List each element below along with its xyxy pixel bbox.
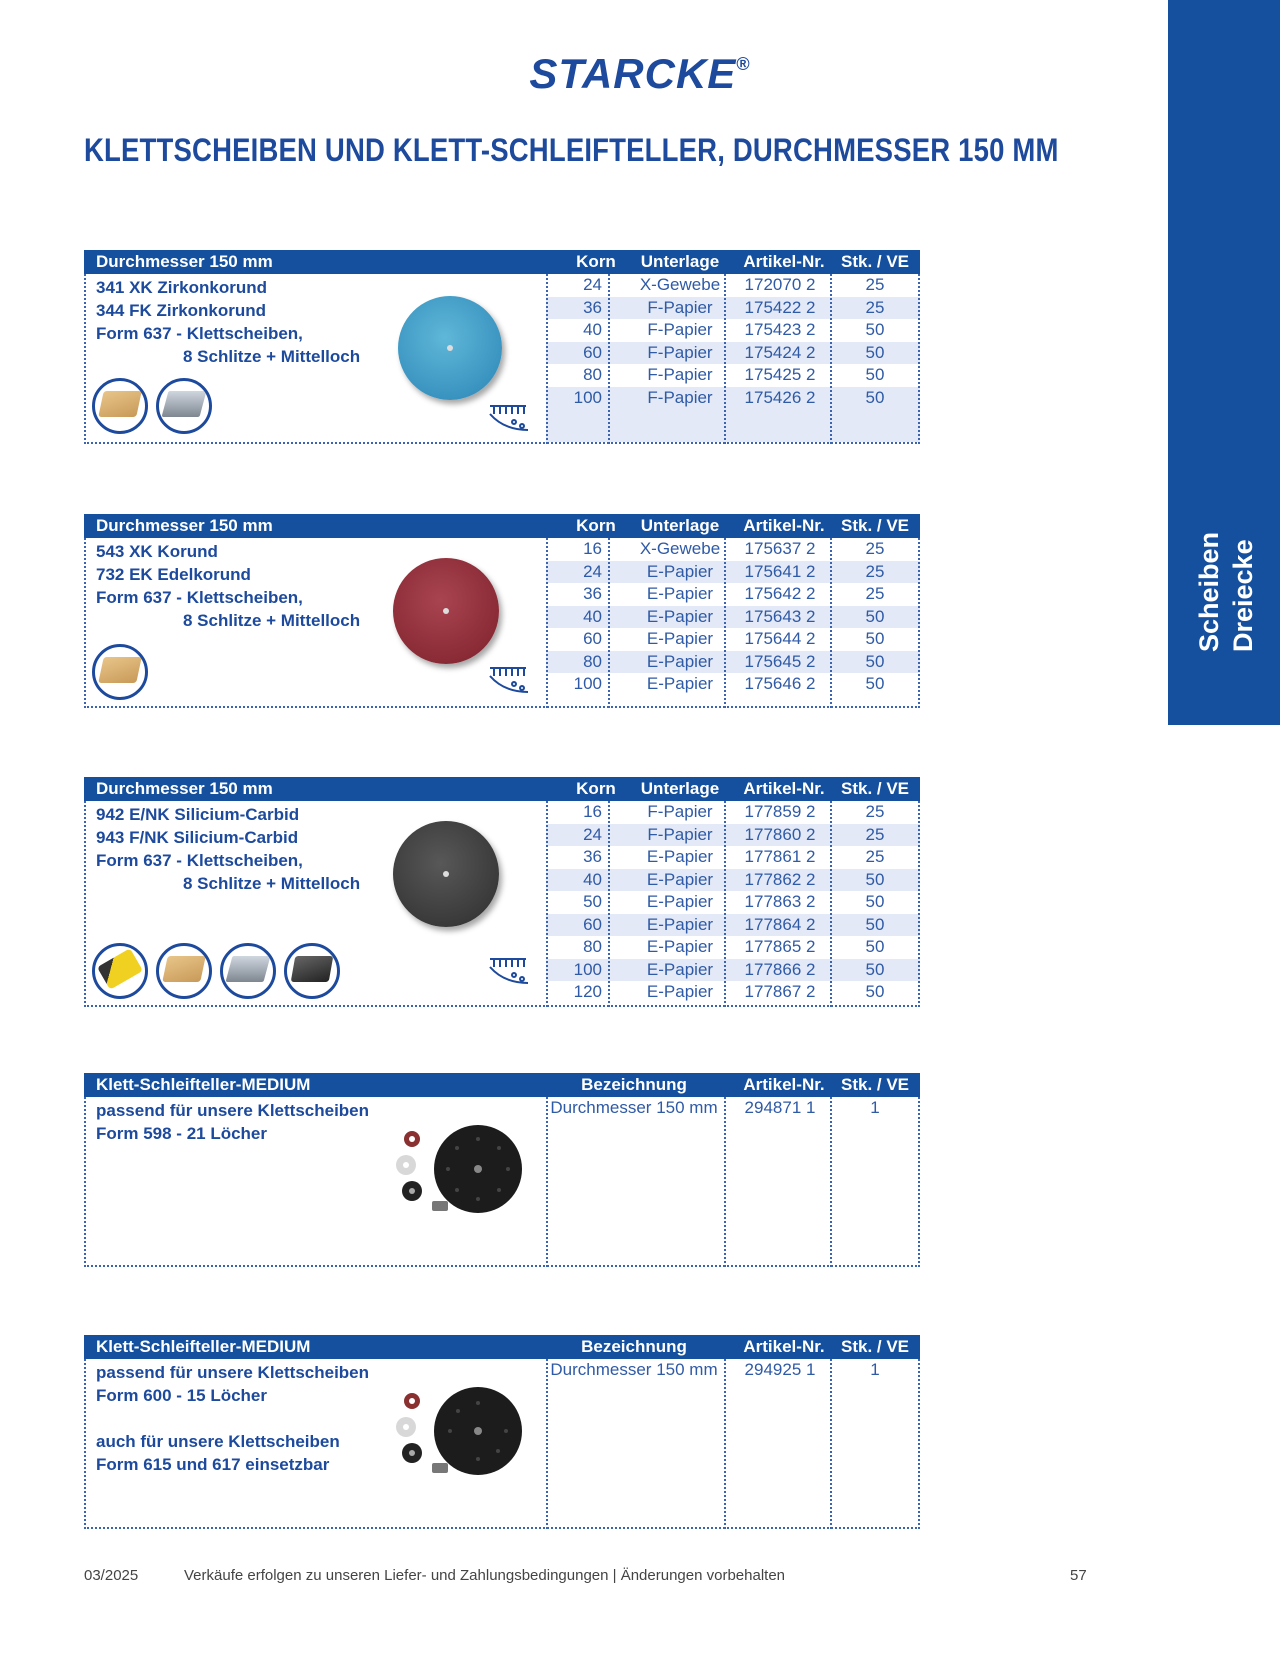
table-cell: 294925 1 [744, 1360, 816, 1379]
center-hole [443, 608, 449, 614]
header-korn: Korn [576, 516, 616, 535]
table-cell: 177862 2 [744, 869, 816, 889]
dotted-divider [918, 538, 920, 708]
table-cell: 177864 2 [744, 914, 816, 934]
wood-icon [92, 644, 148, 700]
table-row [546, 914, 920, 937]
icon-graphic [162, 391, 207, 417]
table-cell: 24 [583, 561, 602, 581]
table-cell: 50 [865, 674, 885, 693]
dotted-divider [724, 538, 726, 708]
dotted-divider [830, 1359, 832, 1529]
desc-line: Form 615 und 617 einsetzbar [96, 1455, 330, 1474]
header-stk: Stk. / VE [840, 252, 910, 271]
desc-line: 543 XK Korund [96, 542, 218, 561]
table-cell: 177860 2 [744, 824, 816, 844]
table-row [546, 583, 920, 606]
table-cell: E-Papier [646, 606, 714, 626]
table-cell: 50 [865, 869, 885, 889]
desc-line: 344 FK Zirkonkorund [96, 301, 267, 320]
header-artikel: Artikel-Nr. [743, 252, 825, 271]
dotted-divider [546, 801, 548, 1007]
table-cell: 177867 2 [744, 982, 816, 1001]
table-cell: 25 [865, 275, 885, 294]
table-cell: E-Papier [646, 937, 714, 956]
table-cell: F-Papier [647, 297, 713, 317]
dotted-divider [608, 801, 610, 1007]
table-cell: 175644 2 [744, 629, 816, 648]
table-cell: E-Papier [646, 629, 714, 648]
table-cell: 50 [865, 365, 885, 384]
icon-graphic [226, 956, 271, 982]
header-title: Klett-Schleifteller-MEDIUM [96, 1337, 311, 1356]
dotted-divider [608, 538, 610, 708]
table-cell: 175645 2 [744, 651, 816, 671]
table-cell: 50 [865, 959, 885, 979]
icon-graphic [162, 956, 206, 982]
footer-date: 03/2025 [84, 1567, 139, 1584]
dotted-divider [84, 801, 86, 1007]
table-cell: 25 [865, 297, 885, 317]
table-cell: X-Gewebe [639, 275, 721, 294]
table-cell: 175643 2 [744, 606, 816, 626]
desc-line [96, 1407, 369, 1430]
center-hole [447, 345, 453, 351]
dotted-divider [546, 1359, 548, 1529]
desc-line: Form 637 - Klettscheiben, [96, 324, 303, 343]
table-header [84, 777, 920, 801]
table-row [546, 891, 920, 914]
table-cell: F-Papier [647, 824, 713, 844]
product-description [96, 276, 360, 368]
dotted-divider [830, 1097, 832, 1267]
header-artikel: Artikel-Nr. [743, 1075, 825, 1094]
product-description [96, 1099, 369, 1145]
table-row [546, 628, 920, 651]
center-hole [443, 871, 449, 877]
side-tab[interactable] [1168, 0, 1280, 725]
dotted-divider [608, 274, 610, 444]
table-cell: 175426 2 [744, 387, 816, 407]
desc-line: Form 637 - Klettscheiben, [96, 588, 303, 607]
dotted-divider [84, 538, 86, 708]
table-cell: E-Papier [646, 651, 714, 671]
header-title: Klett-Schleifteller-MEDIUM [96, 1075, 311, 1094]
table-row [546, 1097, 920, 1120]
table-row [546, 936, 920, 959]
desc-line: auch für unsere Klettscheiben [96, 1432, 340, 1451]
sanding-pad-image [388, 1379, 528, 1489]
table-cell: 50 [865, 629, 885, 648]
desc-line: Form 637 - Klettscheiben, [96, 851, 303, 870]
header-stk: Stk. / VE [840, 1337, 910, 1356]
silicium-carbid-disc-image [393, 821, 499, 927]
desc-line: 8 Schlitze + Mittelloch [183, 347, 361, 366]
dotted-divider [84, 1265, 920, 1267]
table-header [84, 250, 920, 274]
table-cell: 175641 2 [744, 561, 816, 581]
korund-disc-image [393, 558, 499, 664]
table-row [546, 274, 920, 297]
table-cell: 177865 2 [744, 937, 816, 956]
wood-icon [92, 378, 148, 434]
dotted-divider [918, 274, 920, 444]
table-cell: 40 [583, 606, 602, 626]
table-cell: 25 [865, 847, 885, 866]
table-cell: E-Papier [646, 959, 714, 979]
table-row [546, 387, 920, 410]
dotted-divider [84, 442, 920, 444]
header-title: Durchmesser 150 mm [96, 516, 273, 535]
header-unterlage: Unterlage [640, 779, 720, 798]
product-description [96, 1361, 369, 1476]
table-cell: 36 [583, 584, 602, 603]
header-stk: Stk. / VE [840, 1075, 910, 1094]
table-cell: 175422 2 [744, 297, 816, 317]
dotted-divider [84, 1005, 920, 1007]
table-row [546, 846, 920, 869]
table-cell: 25 [865, 561, 885, 581]
side-tab-line1: Scheiben [1194, 531, 1224, 652]
table-row [546, 364, 920, 387]
table-cell: 100 [573, 959, 602, 979]
header-unterlage: Unterlage [640, 252, 720, 271]
product-description [96, 540, 360, 632]
table-cell: 80 [583, 937, 602, 956]
table-cell: 175637 2 [744, 539, 816, 558]
table-cell: 50 [865, 387, 885, 407]
zirkonkorund-disc-image [398, 296, 502, 400]
header-stk: Stk. / VE [840, 779, 910, 798]
table-cell: 175642 2 [744, 584, 816, 603]
metal-icon [220, 943, 276, 999]
table-header [84, 1073, 920, 1097]
table-cell: 40 [583, 320, 602, 339]
dotted-divider [546, 538, 548, 708]
metal-icon [156, 378, 212, 434]
velcro-slot-icon [488, 400, 532, 434]
table-cell: 294871 1 [744, 1098, 816, 1117]
dotted-divider [830, 538, 832, 708]
table-cell: 60 [583, 629, 602, 648]
page-title: KLETTSCHEIBEN UND KLETT-SCHLEIFTELLER, DURCHMESSER 150 MM [84, 132, 1059, 168]
dotted-divider [918, 1359, 920, 1529]
table-cell: E-Papier [646, 982, 714, 1001]
table-cell: 50 [865, 914, 885, 934]
table-row [546, 801, 920, 824]
table-cell: 177866 2 [744, 959, 816, 979]
header-unterlage: Unterlage [640, 516, 720, 535]
pad-table-2 [84, 1335, 920, 1531]
table-cell: 60 [583, 342, 602, 362]
side-tab-line2: Dreiecke [1228, 539, 1258, 652]
paint-brush-icon [92, 943, 148, 999]
table-cell: 25 [865, 539, 885, 558]
icon-graphic [291, 956, 334, 982]
dotted-divider [84, 1359, 86, 1529]
desc-line: 8 Schlitze + Mittelloch [183, 611, 361, 630]
icon-graphic [98, 657, 142, 683]
table-cell: E-Papier [646, 674, 714, 693]
header-korn: Korn [576, 779, 616, 798]
table-cell: 25 [865, 802, 885, 821]
dotted-divider [84, 1097, 86, 1267]
product-description [96, 803, 360, 895]
table-cell: 100 [573, 674, 602, 693]
table-cell: 80 [583, 651, 602, 671]
footer-page-number: 57 [1070, 1567, 1087, 1584]
wood-icon [156, 943, 212, 999]
dotted-divider [830, 801, 832, 1007]
header-bezeichnung: Bezeichnung [581, 1337, 687, 1356]
table-cell: E-Papier [646, 869, 714, 889]
table-cell: 172070 2 [744, 275, 816, 294]
table-cell: 50 [865, 892, 885, 911]
velcro-slot-icon [488, 662, 532, 696]
dotted-divider [546, 274, 548, 444]
table-row-empty [546, 409, 920, 442]
table-cell: 50 [865, 320, 885, 339]
table-row [546, 561, 920, 584]
table-cell: 36 [583, 847, 602, 866]
brand-name: STARCKE [529, 50, 737, 97]
table-cell: 50 [865, 982, 885, 1001]
table-cell: 60 [583, 914, 602, 934]
dotted-divider [724, 801, 726, 1007]
table-cell: E-Papier [646, 892, 714, 911]
table-row [546, 319, 920, 342]
table-row [546, 1359, 920, 1382]
footer-note: Verkäufe erfolgen zu unseren Liefer- und Zahlungsbedingungen | Änderungen vorbehalten [184, 1567, 786, 1584]
velcro-slot-icon [488, 953, 532, 987]
desc-line: passend für unsere Klettscheiben [96, 1363, 370, 1382]
brand-logo [0, 50, 1280, 98]
table-cell: 50 [865, 937, 885, 956]
dotted-divider [830, 274, 832, 444]
table-cell: 177859 2 [744, 802, 816, 821]
table-row [546, 297, 920, 320]
table-cell: 177861 2 [744, 847, 816, 866]
table-cell: 175424 2 [744, 342, 816, 362]
table-cell: 36 [583, 297, 602, 317]
sanding-pad-image [388, 1117, 528, 1227]
table-header [84, 514, 920, 538]
header-artikel: Artikel-Nr. [743, 516, 825, 535]
table-row [546, 538, 920, 561]
pad-table-1 [84, 1073, 920, 1269]
header-artikel: Artikel-Nr. [743, 779, 825, 798]
table-cell: Durchmesser 150 mm [550, 1098, 718, 1117]
table-cell: E-Papier [646, 914, 714, 934]
table-cell: E-Papier [646, 584, 714, 603]
table-cell: 175646 2 [744, 674, 816, 693]
dotted-divider [84, 1527, 920, 1529]
stone-icon [284, 943, 340, 999]
product-table-3 [84, 777, 920, 1007]
header-stk: Stk. / VE [840, 516, 910, 535]
table-header [84, 1335, 920, 1359]
desc-line: Form 598 - 21 Löcher [96, 1124, 268, 1143]
table-cell: 16 [583, 539, 602, 558]
table-cell: 100 [573, 387, 602, 407]
table-cell: 50 [865, 606, 885, 626]
table-row [546, 606, 920, 629]
table-cell: F-Papier [647, 320, 713, 339]
table-cell: 177863 2 [744, 892, 816, 911]
table-row [546, 869, 920, 892]
table-cell: 120 [573, 982, 602, 1001]
table-cell: 24 [583, 275, 602, 294]
desc-line: Form 600 - 15 Löcher [96, 1386, 268, 1405]
dotted-divider [918, 1097, 920, 1267]
desc-line: 942 E/NK Silicium-Carbid [96, 805, 300, 824]
table-row [546, 824, 920, 847]
table-cell: Durchmesser 150 mm [550, 1360, 718, 1379]
product-table-1 [84, 250, 920, 446]
table-cell: 24 [583, 824, 602, 844]
icon-graphic [98, 391, 142, 417]
desc-line: passend für unsere Klettscheiben [96, 1101, 370, 1120]
product-table-2 [84, 514, 920, 710]
table-cell: 40 [583, 869, 602, 889]
header-korn: Korn [576, 252, 616, 271]
desc-line: 341 XK Zirkonkorund [96, 278, 267, 297]
header-artikel: Artikel-Nr. [743, 1337, 825, 1356]
header-title: Durchmesser 150 mm [96, 779, 273, 798]
table-cell: 80 [583, 365, 602, 384]
table-row [546, 651, 920, 674]
table-cell: 175425 2 [744, 365, 816, 384]
table-cell: 50 [583, 892, 602, 911]
table-cell: 25 [865, 824, 885, 844]
table-cell: E-Papier [646, 561, 714, 581]
dotted-divider [724, 1097, 726, 1267]
dotted-divider [918, 801, 920, 1007]
table-cell: F-Papier [647, 365, 713, 384]
table-cell: F-Papier [647, 342, 713, 362]
table-cell: 16 [583, 802, 602, 821]
dotted-divider [546, 1097, 548, 1267]
table-cell: 1 [870, 1098, 880, 1117]
table-cell: 25 [865, 584, 885, 603]
dotted-divider [724, 1359, 726, 1529]
table-cell: 175423 2 [744, 320, 816, 339]
dotted-divider [724, 274, 726, 444]
desc-line: 732 EK Edelkorund [96, 565, 251, 584]
table-cell: 1 [870, 1360, 880, 1379]
dotted-divider [84, 706, 920, 708]
table-cell: 50 [865, 342, 885, 362]
table-row [546, 673, 920, 696]
table-cell: F-Papier [647, 802, 713, 821]
table-cell: 50 [865, 651, 885, 671]
dotted-divider [84, 274, 86, 444]
icon-graphic [97, 948, 143, 990]
table-cell: F-Papier [647, 387, 713, 407]
header-bezeichnung: Bezeichnung [581, 1075, 687, 1094]
header-title: Durchmesser 150 mm [96, 252, 273, 271]
table-cell: X-Gewebe [639, 539, 721, 558]
table-row [546, 981, 920, 1004]
table-cell: E-Papier [646, 847, 714, 866]
table-row [546, 342, 920, 365]
table-row [546, 959, 920, 982]
registered-mark: ® [736, 54, 751, 74]
desc-line: 943 F/NK Silicium-Carbid [96, 828, 299, 847]
desc-line: 8 Schlitze + Mittelloch [183, 874, 361, 893]
